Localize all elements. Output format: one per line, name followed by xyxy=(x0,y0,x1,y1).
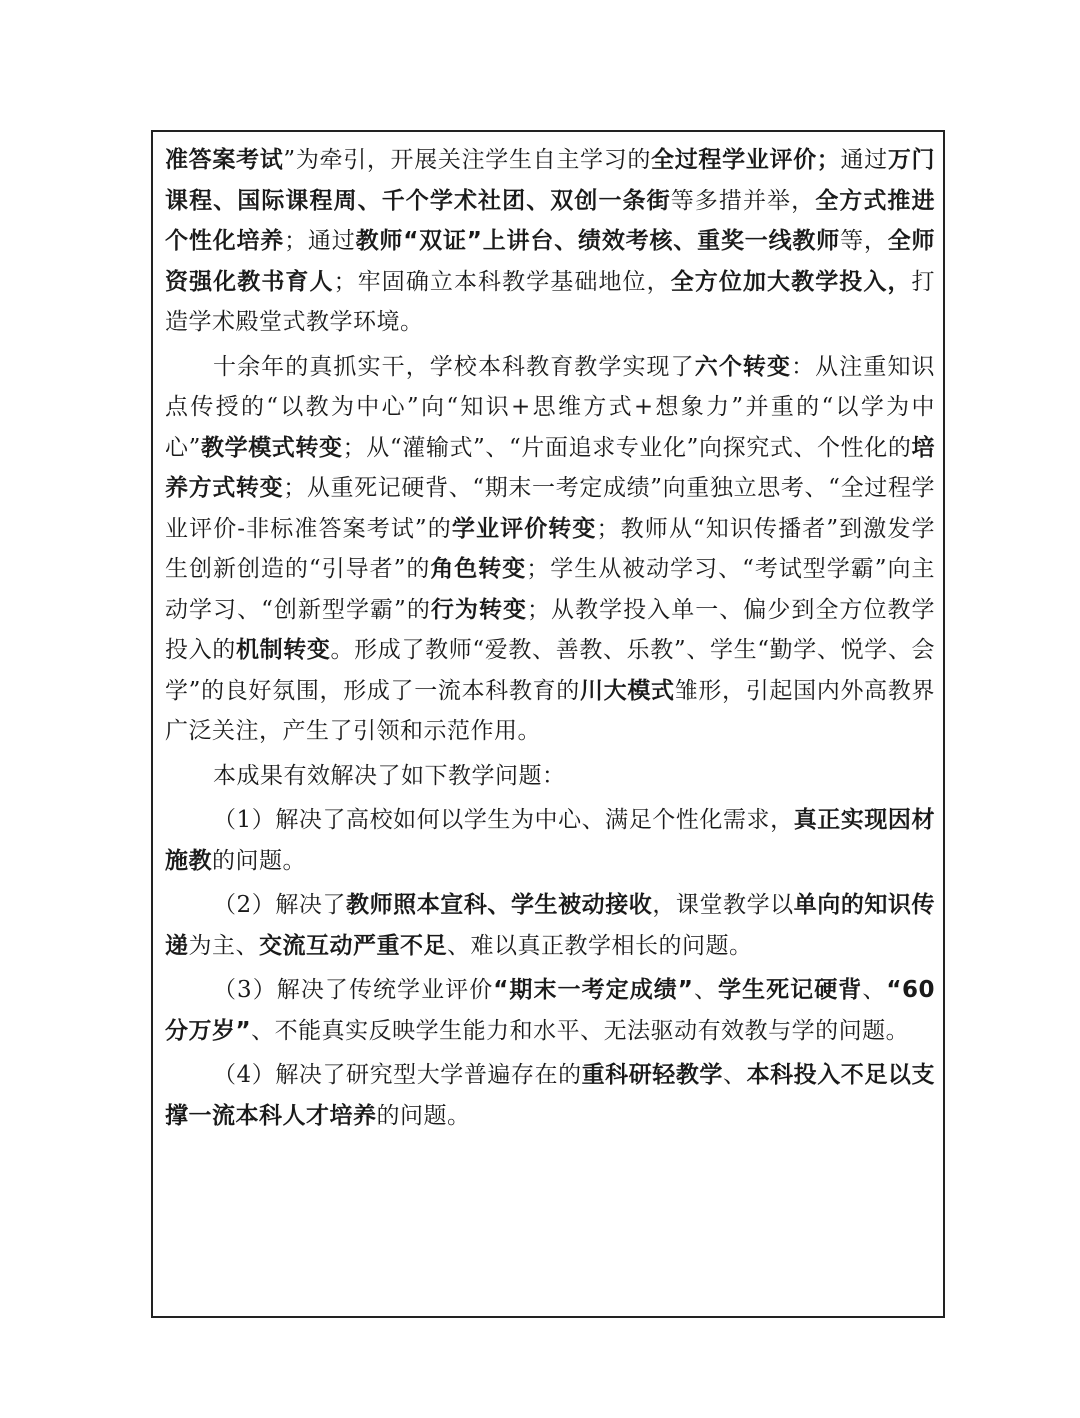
text-run: 、 xyxy=(693,977,719,1003)
bold-text-run: 培养方式转变 xyxy=(165,434,935,501)
bold-text-run: 单向的知识传递 xyxy=(165,892,936,959)
bold-text-run: 学业评价转变 xyxy=(451,515,597,542)
bold-text-run: 川大模式 xyxy=(579,677,675,704)
bold-text-run: “期末一考定成绩” xyxy=(493,977,694,1003)
bold-text-run: 准答案考试 xyxy=(165,147,284,173)
text-run: ，课堂教学以 xyxy=(652,892,794,918)
text-run: ；学生从被动学习、“考试型学霸”向主动学习、“创新型学霸”的 xyxy=(165,556,935,623)
bold-text-run: 全过程学业评价； xyxy=(651,147,841,173)
bold-text-run: 学生死记硬背 xyxy=(718,977,863,1003)
document-body xyxy=(165,140,935,1140)
bold-text-run: 教师照本宣科、学生被动接收 xyxy=(346,892,653,918)
text-run: （4）解决了研究型大学普遍存在的 xyxy=(213,1062,582,1088)
text-run: 打造学术殿堂式教学环境。 xyxy=(165,268,936,335)
bold-text-run: 本科投入不足以支撑一流本科人才培养 xyxy=(165,1062,935,1129)
paragraph xyxy=(165,1055,935,1136)
text-run: 的问题。 xyxy=(212,847,306,874)
text-run: 通过 xyxy=(840,147,888,173)
text-run: （1）解决了高校如何以学生为中心、满足个性化需求， xyxy=(213,807,794,833)
text-run: ；通过 xyxy=(284,228,356,254)
text-run: 、 xyxy=(723,1062,747,1088)
text-run: ；从“灌输式”、“片面追求专业化”向探究式、个性化的 xyxy=(342,434,912,461)
text-run: 。形成了教师“爱教、善教、乐教”、学生“勤学、悦学、会学”的良好氛围，形成了一流本科教育的 xyxy=(165,637,936,704)
bold-text-run: 交流互动严重不足 xyxy=(259,932,447,959)
bold-text-run: 全方位加大教学投入， xyxy=(670,268,912,295)
text-run: ；从重死记硬背、“期末一考定成绩”向重独立思考、“全过程学业评价-非标准答案考试”的 xyxy=(165,475,935,542)
bold-text-run: 万门课程、国际课程周、千个学术社团、双创一条街 xyxy=(165,147,936,214)
bold-text-run: 角色转变 xyxy=(430,556,527,582)
bold-text-run: 教学模式转变 xyxy=(200,434,343,461)
text-run: 等， xyxy=(840,228,888,254)
text-run: 雏形，引起国内外高教界广泛关注，产生了引领和示范作用。 xyxy=(165,677,935,744)
text-run: 的问题。 xyxy=(376,1102,471,1129)
text-run: 、不能真实反映学生能力和水平、无法驱动有效教与学的问题。 xyxy=(251,1017,910,1044)
bold-text-run: 重科研轻教学 xyxy=(581,1062,723,1088)
text-run: ：从注重知识点传授的“以教为中心”向“知识+思维方式+想象力”并重的“以学为中心” xyxy=(165,353,936,461)
text-run: ；教师从“知识传播者”到激发学生创新创造的“引导者”的 xyxy=(165,515,935,582)
text-run: （3）解决了传统学业评价 xyxy=(213,977,494,1003)
paragraph xyxy=(165,800,935,881)
bold-text-run: 全方式推进个性化培养 xyxy=(165,187,936,254)
text-run: ；牢固确立本科教学基础地位， xyxy=(333,268,671,295)
text-run: 为主、 xyxy=(188,932,259,959)
bold-text-run: “60分万岁” xyxy=(165,977,936,1044)
text-run: 、难以真正教学相长的问题。 xyxy=(447,932,753,959)
document-frame xyxy=(151,130,945,1318)
text-run: （2）解决了 xyxy=(213,892,347,918)
bold-text-run: 真正实现因材施教 xyxy=(165,807,935,874)
bold-text-run: 全师资强化教书育人 xyxy=(165,228,936,295)
paragraph xyxy=(165,140,935,343)
paragraph xyxy=(165,885,935,966)
text-run: 等多措并举， xyxy=(670,187,816,214)
bold-text-run: 机制转变 xyxy=(235,637,331,663)
text-run: 本成果有效解决了如下教学问题： xyxy=(213,762,566,789)
bold-text-run: 行为转变 xyxy=(430,596,528,623)
paragraph xyxy=(165,347,935,752)
text-run: ”为牵引，开展关注学生自主学习的 xyxy=(283,147,652,173)
paragraph xyxy=(165,756,935,797)
paragraph xyxy=(165,970,935,1051)
bold-text-run: 教师“双证”上讲台、绩效考核、重奖一线教师 xyxy=(355,228,841,254)
text-run: 十余年的真抓实干，学校本科教育教学实现了 xyxy=(213,353,695,380)
bold-text-run: 六个转变 xyxy=(694,353,792,380)
text-run: 、 xyxy=(862,977,887,1003)
text-run: ；从教学投入单一、偏少到全方位教学投入的 xyxy=(165,596,935,663)
